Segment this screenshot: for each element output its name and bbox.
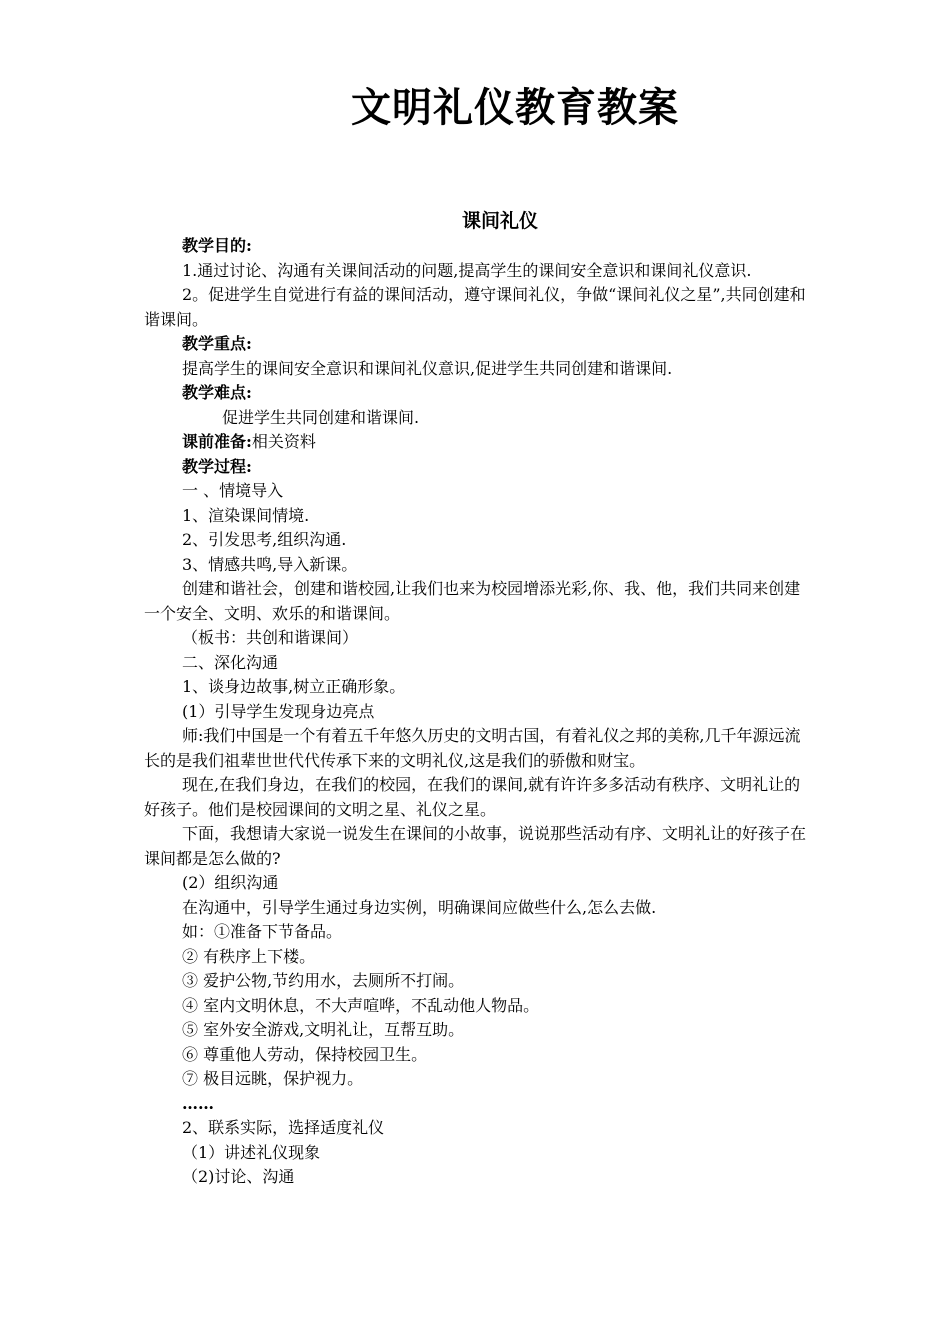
paragraph: 在沟通中，引导学生通过身边实例，明确课间应做些什么,怎么去做. — [182, 897, 657, 917]
keypoint-heading: 教学重点: — [182, 334, 252, 353]
list-item: ③ 爱护公物,节约用水，去厕所不打闹。 — [182, 971, 465, 990]
document-body — [144, 234, 812, 1190]
section-1-paragraph: 创建和谐社会，创建和谐校园,让我们也来为校园增添光彩,你、我、他，我们共同来创建一个安全、文明、欢乐的和谐课间。 — [144, 579, 801, 623]
section-2-item-2: 2、联系实际，选择适度礼仪 — [182, 1118, 385, 1137]
difficulty-text: 促进学生共同创建和谐课间. — [222, 407, 420, 427]
objective-1: 1.通过讨论、沟通有关课间活动的问题,提高学生的课间安全意识和课间礼仪意识. — [182, 260, 752, 280]
keypoint-text: 提高学生的课间安全意识和课间礼仪意识,促进学生共同创建和谐课间. — [182, 358, 673, 378]
list-item: ② 有秩序上下楼。 — [182, 946, 316, 966]
list-item: ④ 室内文明休息，不大声喧哗，不乱动他人物品。 — [182, 995, 540, 1015]
list-item: 如：①准备下节备品。 — [182, 922, 343, 941]
prep-text: 相关资料 — [251, 432, 316, 451]
section-2-item-2-sub-1: （1）讲述礼仪现象 — [182, 1142, 321, 1162]
teacher-paragraph: 师:我们中国是一个有着五千年悠久历史的文明古国，有着礼仪之邦的美称,几千年源远流长的是我们祖辈世世代代传承下来的文明礼仪,这是我们的骄傲和财宝。 — [144, 726, 801, 770]
board-note: （板书：共创和谐课间） — [182, 628, 359, 647]
section-2-heading: 二、深化沟通 — [182, 652, 279, 672]
section-1-item-3: 3、情感共鸣,导入新课。 — [182, 554, 358, 574]
prep-heading: 课前准备: — [182, 432, 252, 451]
section-2-sub-1: (1）引导学生发现身边亮点 — [182, 701, 375, 721]
paragraph: 现在,在我们身边，在我们的校园，在我们的课间,就有许许多多活动有秩序、文明礼让的好孩子。他们是校园课间的文明之星、礼仪之星。 — [144, 775, 801, 819]
objective-2: 2。促进学生自觉进行有益的课间活动，遵守课间礼仪，争做“课间礼仪之星”,共同创建和谐课间。 — [144, 285, 806, 329]
process-heading: 教学过程: — [182, 456, 252, 476]
paragraph: 下面，我想请大家说一说发生在课间的小故事，说说那些活动有序、文明礼让的好孩子在课间都是怎么做的? — [144, 824, 807, 868]
objectives-heading: 教学目的: — [182, 236, 252, 255]
section-2-item-2-sub-2: （2)讨论、沟通 — [182, 1167, 295, 1186]
section-1-item-1: 1、渲染课间情境. — [182, 505, 310, 525]
ellipsis: …… — [182, 1093, 214, 1113]
section-2-item-1: 1、谈身边故事,树立正确形象。 — [182, 677, 406, 696]
prep-line — [144, 430, 812, 455]
list-item: ⑦ 极目远眺，保护视力。 — [182, 1069, 364, 1088]
document-title: 文明礼仪教育教案 — [351, 84, 679, 131]
section-title: 课间礼仪 — [461, 210, 538, 232]
section-1-heading: 一 、情境导入 — [182, 481, 284, 500]
list-item: ⑤ 室外安全游戏,文明礼让，互帮互助。 — [182, 1020, 465, 1039]
section-1-item-2: 2、引发思考,组织沟通. — [182, 530, 347, 549]
difficulty-heading: 教学难点: — [182, 383, 252, 402]
list-item: ⑥ 尊重他人劳动，保持校园卫生。 — [182, 1044, 428, 1064]
section-2-sub-2: (2）组织沟通 — [182, 873, 279, 892]
